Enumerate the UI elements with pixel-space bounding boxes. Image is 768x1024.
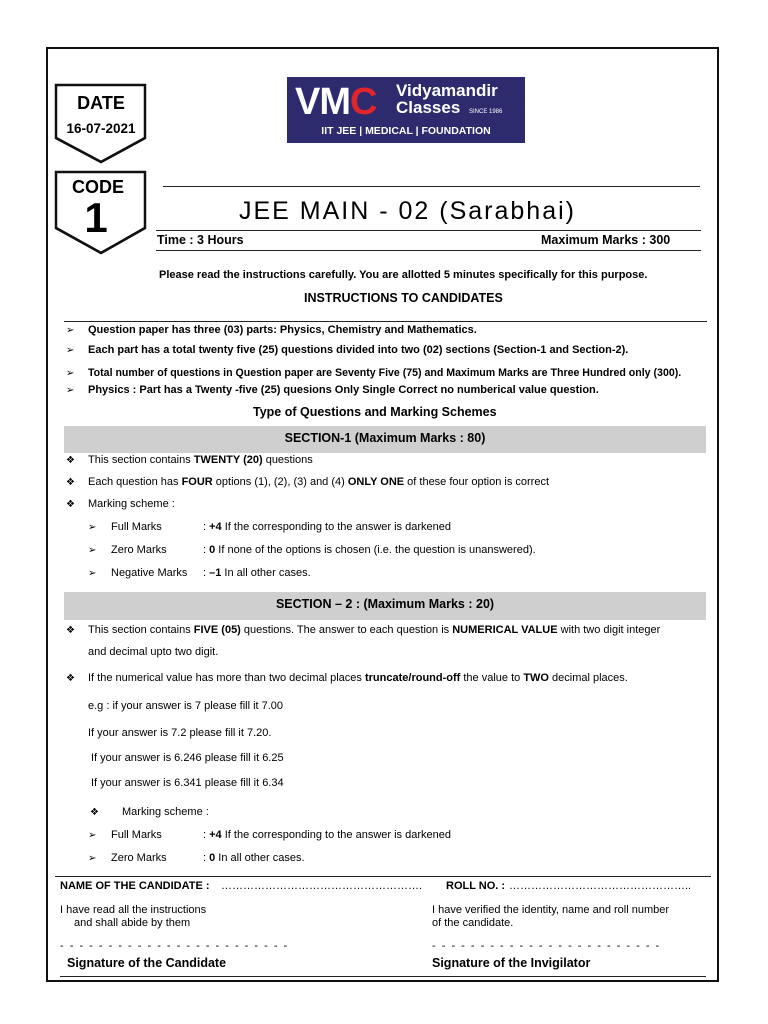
section2-point: If the numerical value has more than two decimal places truncate/round-off the value to TWO decimal places. <box>88 672 628 684</box>
diamond-bullet-icon: ❖ <box>90 807 99 818</box>
date-badge <box>53 83 149 165</box>
full-marks-rule: : +4 If the corresponding to the answer is darkened <box>203 521 451 533</box>
date-label: DATE <box>77 93 125 113</box>
time-text: Time : 3 Hours <box>157 233 244 247</box>
arrow-bullet-icon: ➢ <box>66 345 75 356</box>
arrow-bullet-icon: ➢ <box>66 325 75 336</box>
diamond-bullet-icon: ❖ <box>66 673 75 684</box>
arrow-bullet-icon: ➢ <box>88 545 97 556</box>
section1-point: This section contains TWENTY (20) questions <box>88 454 313 466</box>
logo-line2: Classes <box>396 98 461 117</box>
arrow-bullet-icon: ➢ <box>88 830 97 841</box>
section2-point: This section contains FIVE (05) questions. The answer to each question is NUMERICAL VALUE with two digit integer <box>88 624 661 636</box>
section2-heading: SECTION – 2 : (Maximum Marks : 20) <box>64 592 706 620</box>
arrow-bullet-icon: ➢ <box>88 522 97 533</box>
candidate-declaration: I have read all the instructions <box>60 904 207 916</box>
arrow-bullet-icon: ➢ <box>88 853 97 864</box>
roll-no-label: ROLL NO. : <box>446 880 506 892</box>
diamond-bullet-icon: ❖ <box>66 455 75 466</box>
arrow-bullet-icon: ➢ <box>66 385 75 396</box>
instructions-rule <box>64 321 707 322</box>
general-point: Total number of questions in Question paper are Seventy Five (75) and Maximum Marks are Three Hundred only (300). <box>88 367 682 379</box>
section2-scheme-label: Marking scheme : <box>122 806 209 818</box>
title-top-rule <box>163 186 700 187</box>
footer-bottom-rule <box>60 976 706 977</box>
full-marks-label: Full Marks <box>111 829 162 841</box>
section1-heading: SECTION-1 (Maximum Marks : 80) <box>64 426 706 453</box>
negative-marks-label: Negative Marks <box>111 567 188 579</box>
section2-point-cont: and decimal upto two digit. <box>88 646 219 658</box>
code-value: 1 <box>84 194 108 241</box>
logo-brand-accent: C <box>350 81 377 123</box>
general-point: Each part has a total twenty five (25) questions divided into two (02) sections (Section-1 and Section-2). <box>88 344 629 356</box>
example-line: If your answer is 6.341 please fill it 6.34 <box>91 777 284 789</box>
logo-line1: Vidyamandir <box>396 81 498 100</box>
candidate-signature-label: Signature of the Candidate <box>67 956 227 970</box>
example-line: e.g : if your answer is 7 please fill it 7.00 <box>88 700 284 712</box>
example-line: If your answer is 6.246 please fill it 6.25 <box>91 752 284 764</box>
code-label: CODE <box>71 177 124 197</box>
zero-marks-rule: : 0 In all other cases. <box>203 852 305 864</box>
instructions-heading: INSTRUCTIONS TO CANDIDATES <box>304 291 503 305</box>
diamond-bullet-icon: ❖ <box>66 499 75 510</box>
notice-text: Please read the instructions carefully. You are allotted 5 minutes specifically for this purpose. <box>159 269 648 281</box>
time-rule <box>156 250 701 251</box>
general-point: Physics : Part has a Twenty -five (25) quesions Only Single Correct no numberical value question. <box>88 384 599 396</box>
section1-point: Each question has FOUR options (1), (2), (3) and (4) ONLY ONE of these four option is correct <box>88 476 550 488</box>
invigilator-signature-line: - - - - - - - - - - - - - - - - - - - - - - - - <box>432 940 661 952</box>
vmc-logo <box>287 77 525 143</box>
candidate-name-label: NAME OF THE CANDIDATE : <box>60 880 210 892</box>
zero-marks-label: Zero Marks <box>111 852 167 864</box>
roll-no-field[interactable]: ………………………………………….. <box>509 880 692 892</box>
logo-tagline: IIT JEE | MEDICAL | FOUNDATION <box>321 125 491 137</box>
logo-brand: VMC <box>295 81 377 123</box>
diamond-bullet-icon: ❖ <box>66 625 75 636</box>
arrow-bullet-icon: ➢ <box>66 368 75 379</box>
date-value: 16-07-2021 <box>66 121 136 136</box>
full-marks-label: Full Marks <box>111 521 162 533</box>
zero-marks-rule: : 0 If none of the options is chosen (i.e. the question is unanswered). <box>203 544 536 556</box>
candidate-name-field[interactable]: ………………………………………………. <box>221 880 423 892</box>
logo-since: SINCE 1986 <box>469 109 503 115</box>
type-heading: Type of Questions and Marking Schemes <box>253 405 497 419</box>
section1-scheme-label: Marking scheme : <box>88 498 175 510</box>
invigilator-declaration: I have verified the identity, name and roll number <box>432 904 670 916</box>
diamond-bullet-icon: ❖ <box>66 477 75 488</box>
zero-marks-label: Zero Marks <box>111 544 167 556</box>
candidate-signature-line: - - - - - - - - - - - - - - - - - - - - - - - - <box>60 940 289 952</box>
general-point: Question paper has three (03) parts: Physics, Chemistry and Mathematics. <box>88 324 477 336</box>
full-marks-rule: : +4 If the corresponding to the answer is darkened <box>203 829 451 841</box>
invigilator-signature-label: Signature of the Invigilator <box>432 956 591 970</box>
footer-rule <box>55 876 711 877</box>
code-badge <box>53 170 149 256</box>
title-bottom-rule <box>156 230 701 231</box>
candidate-declaration: and shall abide by them <box>74 917 191 929</box>
invigilator-declaration: of the candidate. <box>432 917 514 929</box>
max-marks-text: Maximum Marks : 300 <box>541 233 671 247</box>
example-line: If your answer is 7.2 please fill it 7.20. <box>88 727 272 739</box>
exam-title: JEE MAIN - 02 (Sarabhai) <box>239 197 576 225</box>
arrow-bullet-icon: ➢ <box>88 568 97 579</box>
negative-marks-rule: : –1 In all other cases. <box>203 567 311 579</box>
